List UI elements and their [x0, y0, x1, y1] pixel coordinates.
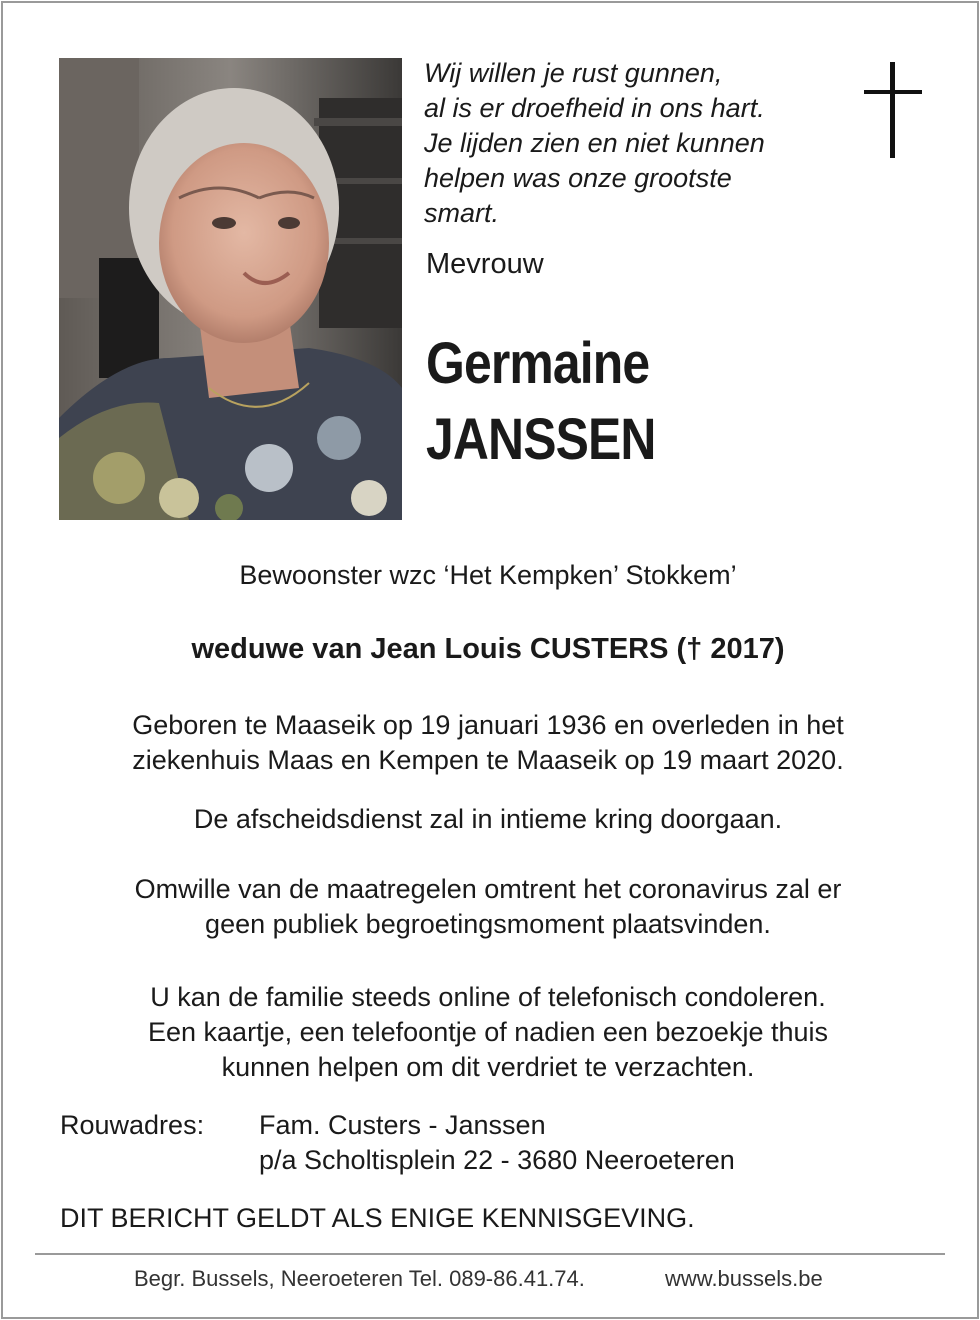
- cross-icon: [864, 62, 922, 158]
- poem-line: Je lijden zien en niet kunnen: [424, 128, 765, 158]
- website-link[interactable]: www.bussels.be: [665, 1266, 823, 1291]
- last-name: JANSSEN: [426, 407, 656, 472]
- footer-divider: [35, 1253, 945, 1255]
- paragraph-line: geen publiek begroetingsmoment plaatsvinden.: [205, 909, 771, 939]
- condolence-paragraph: [30, 980, 946, 1085]
- covid-paragraph: [30, 872, 946, 942]
- poem-line: al is er droefheid in ons hart.: [424, 93, 765, 123]
- service-line: De afscheidsdienst zal in intieme kring doorgaan.: [193, 804, 783, 834]
- paragraph-line: ziekenhuis Maas en Kempen te Maaseik op 19 maart 2020.: [132, 745, 844, 775]
- honorific: Mevrouw: [426, 248, 544, 280]
- address-line: Fam. Custers - Janssen: [259, 1110, 546, 1140]
- widow-line: weduwe van Jean Louis CUSTERS († 2017): [191, 633, 785, 665]
- paragraph-line: U kan de familie steeds online of telefonisch condoleren.: [150, 982, 826, 1012]
- residence-line: Bewoonster wzc ‘Het Kempken’ Stokkem’: [239, 560, 737, 590]
- mourning-address: [259, 1108, 735, 1178]
- birth-death-paragraph: [30, 708, 946, 778]
- funeral-home-info: Begr. Bussels, Neeroeteren Tel. 089-86.41.74.: [134, 1266, 585, 1291]
- paragraph-line: kunnen helpen om dit verdriet te verzachten.: [221, 1052, 755, 1082]
- poem-line: Wij willen je rust gunnen,: [424, 58, 723, 88]
- portrait-photo: [59, 58, 402, 520]
- paragraph-line: Een kaartje, een telefoontje of nadien een bezoekje thuis: [148, 1017, 828, 1047]
- memorial-poem: [424, 56, 844, 231]
- address-label: Rouwadres:: [60, 1110, 205, 1140]
- poem-line: smart.: [424, 198, 500, 228]
- notice-line: DIT BERICHT GELDT ALS ENIGE KENNISGEVING.: [60, 1203, 695, 1233]
- paragraph-line: Geboren te Maaseik op 19 januari 1936 en overleden in het: [132, 710, 844, 740]
- first-name: Germaine: [426, 331, 650, 396]
- poem-line: helpen was onze grootste: [424, 163, 732, 193]
- address-line: p/a Scholtisplein 22 - 3680 Neeroeteren: [259, 1145, 735, 1175]
- paragraph-line: Omwille van de maatregelen omtrent het coronavirus zal er: [134, 874, 842, 904]
